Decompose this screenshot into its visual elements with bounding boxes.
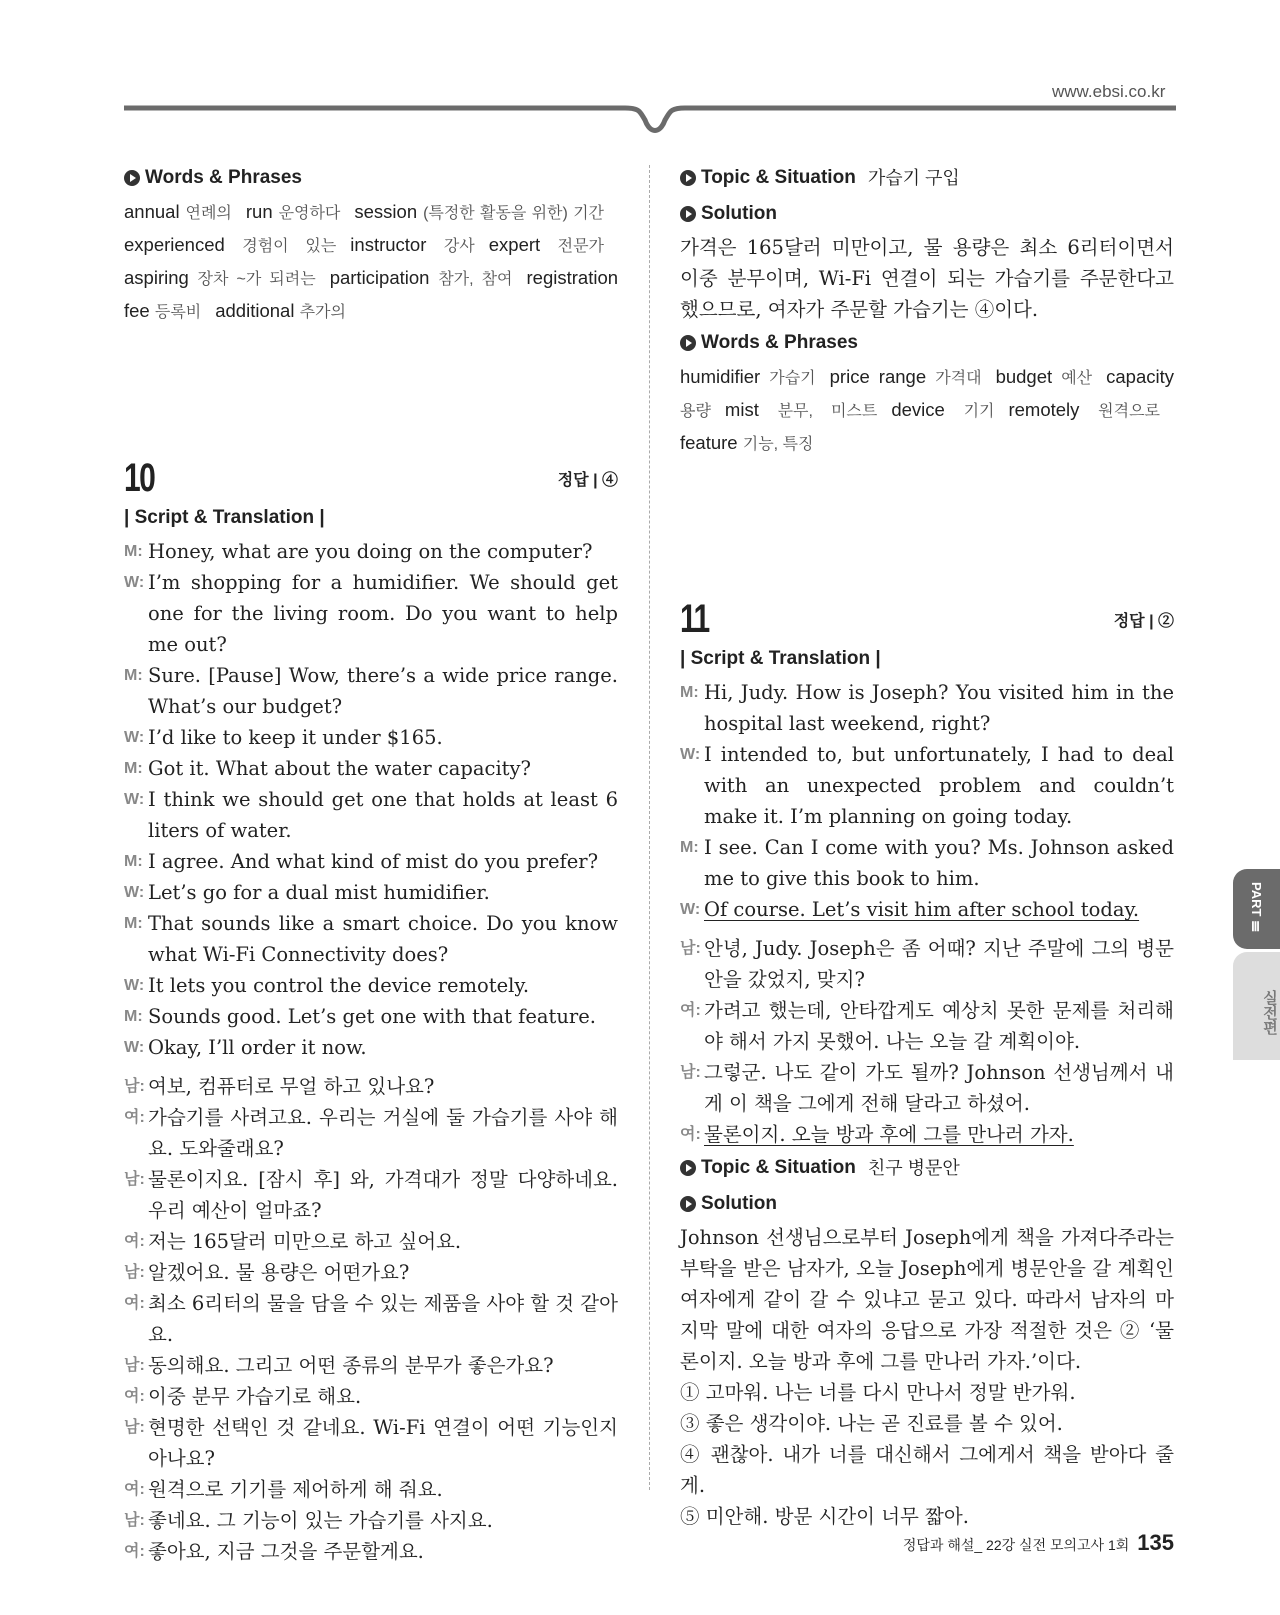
script-heading: | Script & Translation | (680, 648, 881, 669)
line-text: 최소 6리터의 물을 담을 수 있는 제품을 사야 할 것 같아요. (148, 1292, 618, 1346)
dialogue-line (124, 908, 618, 970)
speaker-label: 남: (680, 940, 701, 957)
speaker-label: W: (124, 791, 145, 808)
dialogue-line (680, 894, 1174, 925)
term-meaning: 전문가 (557, 238, 604, 255)
solution-text: 가격은 165달러 미만이고, 물 용량은 최소 6리터이면서 이중 분무이며, Wi-Fi 연결이 되는 가습기를 주문한다고 했으므로, 여자가 주문할 가습기는 ④이다. (680, 236, 1174, 321)
column-divider (649, 165, 650, 1490)
dialogue-ko (680, 933, 1174, 1150)
term-meaning: 등록비 (154, 304, 202, 321)
line-text: Okay, I’ll order it now. (148, 1036, 367, 1059)
dialogue-line (124, 877, 618, 908)
term-meaning: 참가, 참여 (438, 271, 513, 288)
term-meaning: (특정한 활동을 위한) 기간 (423, 205, 604, 222)
term: additional (215, 300, 295, 321)
line-text: 여보, 컴퓨터로 무얼 하고 있나요? (148, 1075, 435, 1098)
line-text: 저는 165달러 미만으로 하고 싶어요. (148, 1230, 462, 1253)
dialogue-line (124, 1381, 618, 1412)
line-text: I see. Can I come with you? Ms. Johnson asked me to give this book to him. (704, 836, 1174, 890)
play-icon (680, 335, 696, 351)
speaker-label: 여: (124, 1233, 145, 1250)
term-meaning: 추가의 (299, 304, 346, 321)
footer (903, 1530, 1174, 1556)
speaker-label: W: (124, 729, 145, 746)
solution-heading: Solution (680, 1186, 1174, 1222)
words-phrases-list (680, 361, 1174, 460)
dialogue-ko (124, 1071, 618, 1567)
term-meaning: 분무, 미스트 (777, 403, 878, 420)
option: ① 고마워. 나는 너를 다시 만나서 정말 반가워. (680, 1381, 1076, 1404)
line-text: I’m shopping for a humidifier. We should get one for the living room. Do you want to help me out? (148, 571, 618, 656)
dialogue-line (124, 1071, 618, 1102)
dialogue-line (124, 970, 618, 1001)
speaker-label: M: (124, 1008, 143, 1025)
line-text: I think we should get one that holds at least 6 liters of water. (148, 788, 618, 842)
term: humidifier (680, 366, 761, 387)
line-text: 알겠어요. 물 용량은 어떤가요? (148, 1261, 410, 1284)
solution-heading: Solution (680, 196, 1174, 232)
speaker-label: 남: (124, 1512, 145, 1529)
term: run (245, 201, 273, 222)
dialogue-line (124, 567, 618, 660)
line-text: 현명한 선택인 것 같네요. Wi-Fi 연결이 어떤 기능인지 아나요? (148, 1416, 618, 1470)
term-meaning: 예산 (1061, 370, 1093, 387)
dialogue-line (680, 933, 1174, 995)
term-meaning: 기기 (963, 403, 995, 420)
line-text: Sounds good. Let’s get one with that feature. (148, 1005, 596, 1028)
page-number: 135 (1137, 1530, 1174, 1555)
dialogue-line (680, 1119, 1174, 1150)
term-meaning: 강사 (443, 238, 475, 255)
term: instructor (350, 234, 427, 255)
line-text: 가려고 했는데, 안타깝게도 예상치 못한 문제를 처리해야 해서 가지 못했어. 나는 오늘 갈 계획이야. (704, 999, 1174, 1053)
speaker-label: W: (680, 901, 701, 918)
dialogue-line (124, 1505, 618, 1536)
dialogue-line (124, 1412, 618, 1474)
term-meaning: 기능, 특징 (742, 436, 814, 453)
dialogue-en (680, 677, 1174, 925)
dialogue-line (124, 1350, 618, 1381)
term-meaning: 운영하다 (278, 205, 341, 222)
term: expert (488, 234, 541, 255)
term-meaning: 원격으로 (1098, 403, 1160, 420)
words-phrases-heading: Words & Phrases (680, 325, 1174, 361)
play-icon (680, 1160, 696, 1176)
side-tab-part[interactable]: PART Ⅲ (1233, 869, 1280, 949)
play-icon (680, 206, 696, 222)
speaker-label: W: (124, 574, 145, 591)
line-text: 이중 분무 가습기로 해요. (148, 1385, 362, 1408)
option: ③ 좋은 생각이야. 나는 곧 진료를 볼 수 있어. (680, 1412, 1063, 1435)
words-phrases-list (124, 196, 618, 328)
dialogue-line (124, 1288, 618, 1350)
header-divider (120, 100, 1180, 140)
term: experienced (124, 234, 225, 255)
dialogue-line (124, 1226, 618, 1257)
line-text: Honey, what are you doing on the computer? (148, 540, 593, 563)
speaker-label: 남: (124, 1357, 145, 1374)
option: ④ 괜찮아. 내가 너를 대신해서 그에게서 책을 받아다 줄게. (680, 1443, 1174, 1497)
speaker-label: W: (680, 746, 701, 763)
line-text: Got it. What about the water capacity? (148, 757, 531, 780)
question-11 (680, 597, 1174, 1532)
term: remotely (1008, 399, 1080, 420)
line-text: I agree. And what kind of mist do you prefer? (148, 850, 599, 873)
speaker-label: W: (124, 977, 145, 994)
dialogue-line (680, 995, 1174, 1057)
dialogue-line (124, 1102, 618, 1164)
footer-text: 정답과 해설_ 22강 실전 모의고사 1회 (902, 1537, 1130, 1553)
dialogue-line (124, 846, 618, 877)
answer-label: 정답 | ② (1113, 612, 1174, 630)
question-10 (124, 456, 618, 1567)
dialogue-line (124, 1032, 618, 1063)
line-text: 안녕, Judy. Joseph은 좀 어때? 지난 주말에 그의 병문안을 갔었지, 맞지? (704, 937, 1174, 991)
line-text: I’d like to keep it under $165. (148, 726, 443, 749)
dialogue-line (124, 1536, 618, 1567)
term: device (891, 399, 945, 420)
line-text: 동의해요. 그리고 어떤 종류의 분무가 좋은가요? (148, 1354, 554, 1377)
dialogue-line (124, 1474, 618, 1505)
line-text: Of course. Let’s visit him after school today. (704, 898, 1140, 921)
line-text: 물론이지요. [잠시 후] 와, 가격대가 정말 다양하네요. 우리 예산이 얼마죠? (148, 1168, 618, 1222)
speaker-label: M: (124, 760, 143, 777)
solution-text: Johnson 선생님으로부터 Joseph에게 책을 가져다주라는 부탁을 받은 남자가, 오늘 Joseph에게 병문안을 갈 계획인 여자에게 같이 갈 수 있냐고 묻고 있다. 따라서 남자의 마지막 말에 대한 여자의 응답으로 가장 적절한 것은 ② ‘물론이지. 오늘 방과 후에 그를 만나러 가자.’이다. (680, 1226, 1174, 1373)
speaker-label: 남: (124, 1264, 145, 1281)
answer-options (680, 1377, 1174, 1532)
question-number: 11 (680, 596, 709, 641)
term-meaning: 경험이 있는 (242, 238, 337, 255)
term: capacity (1106, 366, 1175, 387)
speaker-label: 여: (124, 1481, 145, 1498)
speaker-label: 여: (680, 1126, 701, 1143)
speaker-label: M: (124, 853, 143, 870)
topic-heading: Topic & Situation 가습기 구입 (680, 160, 1174, 196)
dialogue-line (124, 722, 618, 753)
term: annual (124, 201, 180, 222)
words-phrases-heading: Words & Phrases (124, 160, 618, 196)
script-heading: | Script & Translation | (124, 507, 325, 528)
term: registration fee (124, 267, 619, 321)
speaker-label: M: (124, 667, 143, 684)
dialogue-line (124, 660, 618, 722)
dialogue-line (680, 832, 1174, 894)
term-meaning: 가격대 (935, 370, 982, 387)
line-text: That sounds like a smart choice. Do you know what Wi-Fi Connectivity does? (148, 912, 618, 966)
dialogue-line (124, 753, 618, 784)
site-url: www.ebsi.co.kr (1052, 82, 1166, 101)
right-column-top (680, 160, 1174, 460)
answer-label: 정답 | ④ (557, 471, 618, 489)
speaker-label: 여: (680, 1002, 701, 1019)
term: aspiring (124, 267, 189, 288)
term: price range (829, 366, 927, 387)
speaker-label: 남: (124, 1171, 145, 1188)
term-meaning: 가습기 (769, 370, 816, 387)
speaker-label: 여: (124, 1109, 145, 1126)
dialogue-line (124, 1257, 618, 1288)
question-number: 10 (124, 455, 155, 500)
speaker-label: M: (680, 684, 699, 701)
play-icon (680, 170, 696, 186)
term: mist (724, 399, 759, 420)
term: feature (680, 432, 738, 453)
line-text: I intended to, but unfortunately, I had to deal with an unexpected problem and couldn’t make it. I’m planning on going today. (704, 743, 1174, 828)
option: ⑤ 미안해. 방문 시간이 너무 짧아. (680, 1505, 969, 1528)
term: budget (995, 366, 1053, 387)
play-icon (680, 1196, 696, 1212)
left-column (124, 160, 618, 328)
dialogue-line (124, 1164, 618, 1226)
play-icon (124, 170, 140, 186)
line-text: 좋네요. 그 기능이 있는 가습기를 사지요. (148, 1509, 493, 1532)
line-text: Sure. [Pause] Wow, there’s a wide price range. What’s our budget? (148, 664, 618, 718)
line-text: Hi, Judy. How is Joseph? You visited him in the hospital last weekend, right? (704, 681, 1174, 735)
dialogue-line (680, 739, 1174, 832)
dialogue-en (124, 536, 618, 1063)
term-meaning: 용량 (680, 403, 711, 420)
term-meaning: 장차 ~가 되려는 (197, 271, 316, 288)
speaker-label: M: (124, 543, 143, 560)
speaker-label: 여: (124, 1543, 145, 1560)
dialogue-line (680, 1057, 1174, 1119)
line-text: 원격으로 기기를 제어하게 해 줘요. (148, 1478, 443, 1501)
speaker-label: 남: (124, 1419, 145, 1436)
speaker-label: W: (124, 884, 145, 901)
line-text: Let’s go for a dual mist humidifier. (148, 881, 490, 904)
speaker-label: W: (124, 1039, 145, 1056)
side-tab-section[interactable]: 실전편 (1233, 952, 1280, 1060)
speaker-label: 남: (680, 1064, 701, 1081)
dialogue-line (124, 1001, 618, 1032)
line-text: 그렇군. 나도 같이 가도 될까? Johnson 선생님께서 내게 이 책을 그에게 전해 달라고 하셨어. (704, 1061, 1174, 1115)
topic-heading: Topic & Situation 친구 병문안 (680, 1150, 1174, 1186)
line-text: It lets you control the device remotely. (148, 974, 530, 997)
line-text: 물론이지. 오늘 방과 후에 그를 만나러 가자. (704, 1123, 1074, 1146)
dialogue-line (124, 536, 618, 567)
term: participation (329, 267, 430, 288)
term-meaning: 연례의 (185, 205, 232, 222)
line-text: 가습기를 사려고요. 우리는 거실에 둘 가습기를 사야 해요. 도와줄래요? (148, 1106, 618, 1160)
dialogue-line (680, 677, 1174, 739)
speaker-label: M: (124, 915, 143, 932)
speaker-label: 남: (124, 1078, 145, 1095)
line-text: 좋아요, 지금 그것을 주문할게요. (148, 1540, 424, 1563)
term: session (354, 201, 418, 222)
dialogue-line (124, 784, 618, 846)
speaker-label: M: (680, 839, 699, 856)
speaker-label: 여: (124, 1388, 145, 1405)
speaker-label: 여: (124, 1295, 145, 1312)
